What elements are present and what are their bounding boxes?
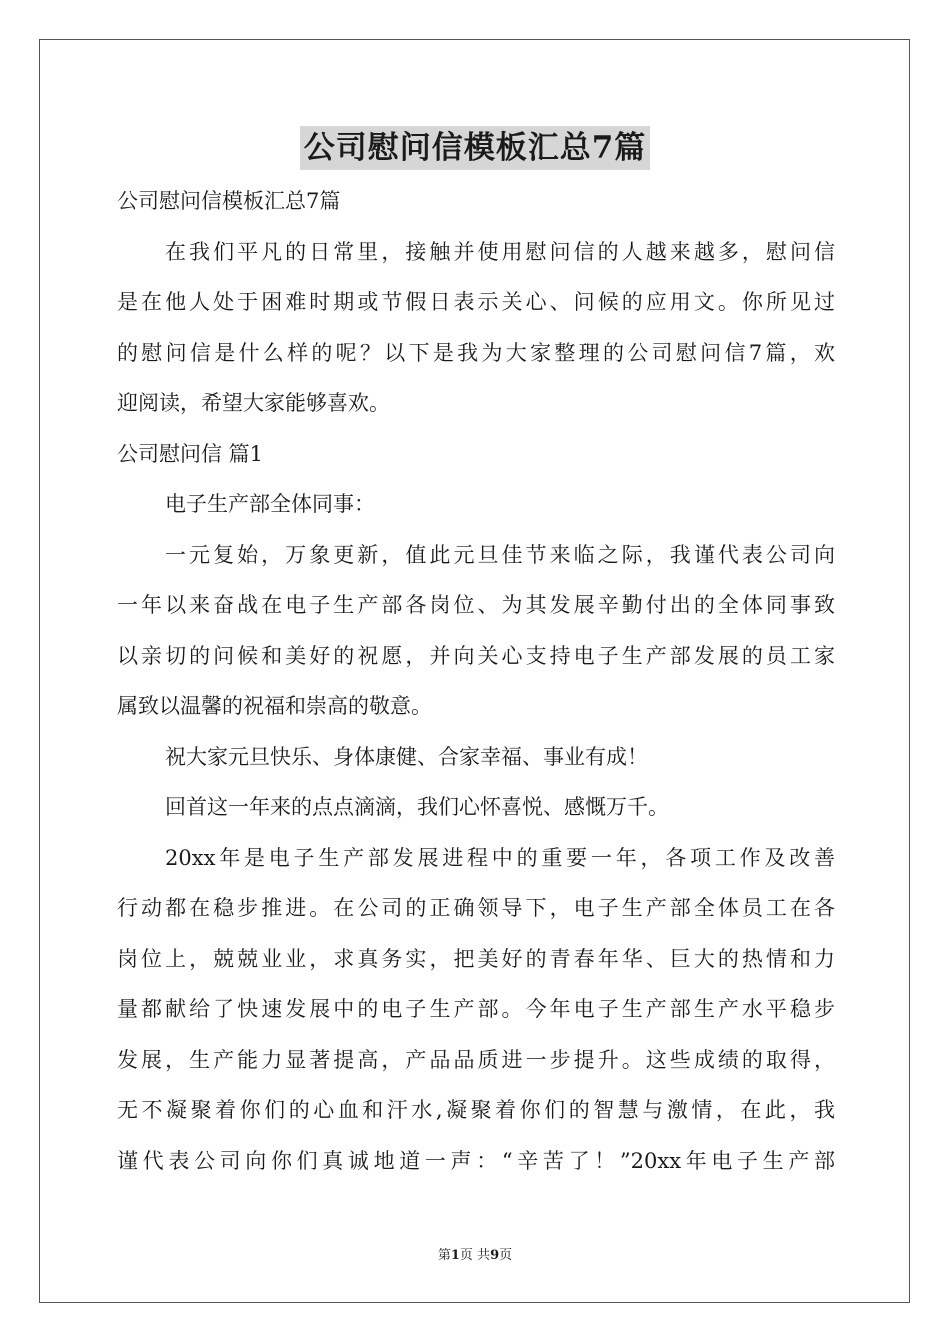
text-line: 迎阅读，希望大家能够喜欢。 xyxy=(117,391,390,415)
text-line: 公司慰问信 篇1 xyxy=(117,441,264,466)
text-line: 行动都在稳步推进。在公司的正确领导下，电子生产部全体员工在各 xyxy=(117,896,835,920)
footer-prefix: 第 xyxy=(437,1248,451,1263)
text-line: 在我们平凡的日常里，接触并使用慰问信的人越来越多，慰问信 xyxy=(165,239,835,264)
text-line: 岗位上，兢兢业业，求真务实，把美好的青春年华、巨大的热情和力 xyxy=(117,946,835,971)
text-line: 谨代表公司向你们真诚地道一声：“辛苦了！”20xx年电子生产部 xyxy=(117,1148,835,1173)
text-line: 祝大家元旦快乐、身体康健、合家幸福、事业有成！ xyxy=(165,744,648,769)
text-line: 以亲切的问候和美好的祝愿，并向关心支持电子生产部发展的员工家 xyxy=(117,643,835,668)
text-line: 公司慰问信模板汇总7篇 xyxy=(117,189,341,213)
document-body xyxy=(117,176,835,1186)
title-container xyxy=(0,126,950,170)
text-line: 属致以温馨的祝福和崇高的敬意。 xyxy=(117,694,432,718)
text-line: 发展，生产能力显著提高，产品品质进一步提升。这些成绩的取得， xyxy=(117,1047,835,1072)
text-line: 20xx年是电子生产部发展进程中的重要一年，各项工作及改善 xyxy=(165,845,835,870)
text-line: 是在他人处于困难时期或节假日表示关心、问候的应用文。你所见过 xyxy=(117,290,835,314)
text-line: 无不凝聚着你们的心血和汗水,凝聚着你们的智慧与激情，在此，我 xyxy=(117,1098,835,1122)
footer-suffix: 页 xyxy=(499,1248,513,1263)
text-line: 量都献给了快速发展中的电子生产部。今年电子生产部生产水平稳步 xyxy=(117,997,835,1021)
text-line: 一元复始，万象更新，值此元旦佳节来临之际，我谨代表公司向 xyxy=(165,542,835,567)
page-footer xyxy=(0,1248,950,1264)
text-line: 电子生产部全体同事： xyxy=(165,492,375,516)
text-line: 一年以来奋战在电子生产部各岗位、为其发展辛勤付出的全体同事致 xyxy=(117,593,835,617)
footer-page-number: 1 xyxy=(450,1248,460,1263)
document-title: 公司慰问信模板汇总7篇 xyxy=(300,126,651,170)
footer-total-pages: 9 xyxy=(490,1248,500,1263)
footer-mid: 页 共 xyxy=(459,1248,491,1263)
text-line: 回首这一年来的点点滴滴，我们心怀喜悦、感慨万千。 xyxy=(165,795,669,819)
text-line: 的慰问信是什么样的呢？以下是我为大家整理的公司慰问信7篇，欢 xyxy=(117,340,835,365)
